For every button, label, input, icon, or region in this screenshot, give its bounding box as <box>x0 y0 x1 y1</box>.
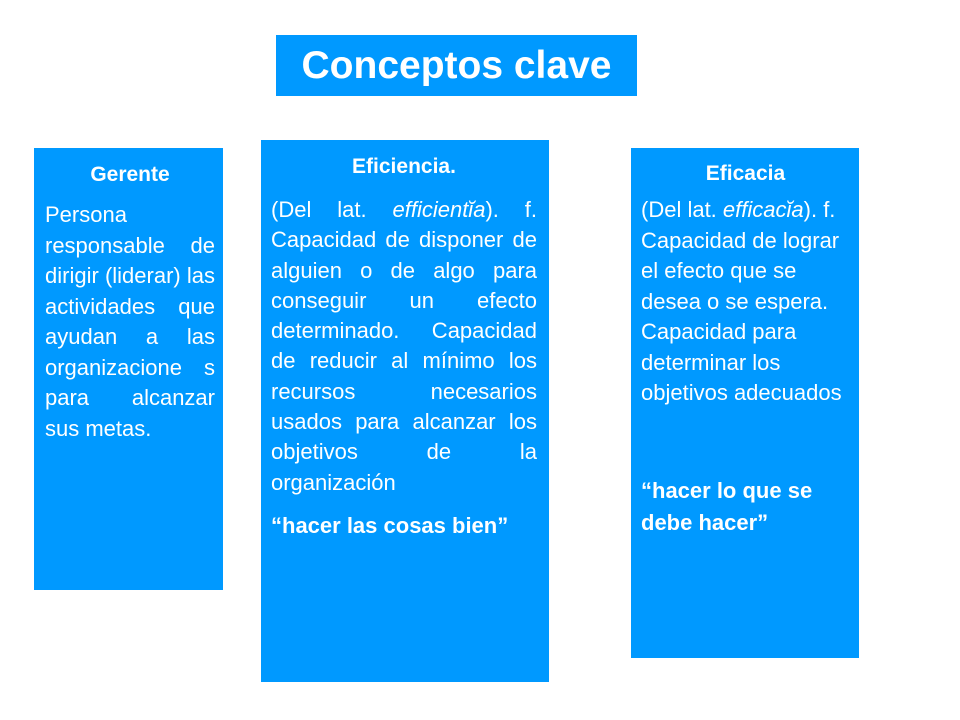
definition-text: ). f. Capacidad de lograr el efecto que se desea o se espera. Capacidad para determinar los objetivos adecuados <box>641 197 842 405</box>
concept-heading-eficiencia: Eficiencia. <box>352 155 456 178</box>
concept-box-gerente <box>34 148 223 590</box>
definition-prefix: (Del lat. <box>271 197 393 222</box>
concept-tagline-eficiencia: “hacer las cosas bien” <box>271 512 509 538</box>
concept-box-eficacia <box>631 148 859 658</box>
definition-text: ). f. Capacidad de disponer de alguien o de algo para conseguir un efecto determinado. Capacidad de reducir al mínimo los recursos necesarios usados para alcanzar los objetivos de la organización <box>271 197 537 495</box>
definition-prefix: (Del lat. <box>641 197 723 222</box>
concept-definition-gerente: Persona responsable de dirigir (liderar) las actividades que ayudan a las organizacione s para alcanzar sus metas. <box>45 202 215 441</box>
concept-tagline-eficacia: “hacer lo que se debe hacer” <box>641 477 813 535</box>
concept-definition-eficiencia <box>271 195 537 498</box>
slide-title: Conceptos clave <box>276 35 637 96</box>
latin-word: efficacĭa <box>722 197 804 222</box>
concept-definition-eficacia <box>641 195 850 409</box>
concept-heading-gerente: Gerente <box>90 163 170 186</box>
concept-heading-eficacia: Eficacia <box>705 162 786 185</box>
latin-word: efficientĭa <box>392 197 486 222</box>
concept-box-eficiencia <box>261 140 549 682</box>
